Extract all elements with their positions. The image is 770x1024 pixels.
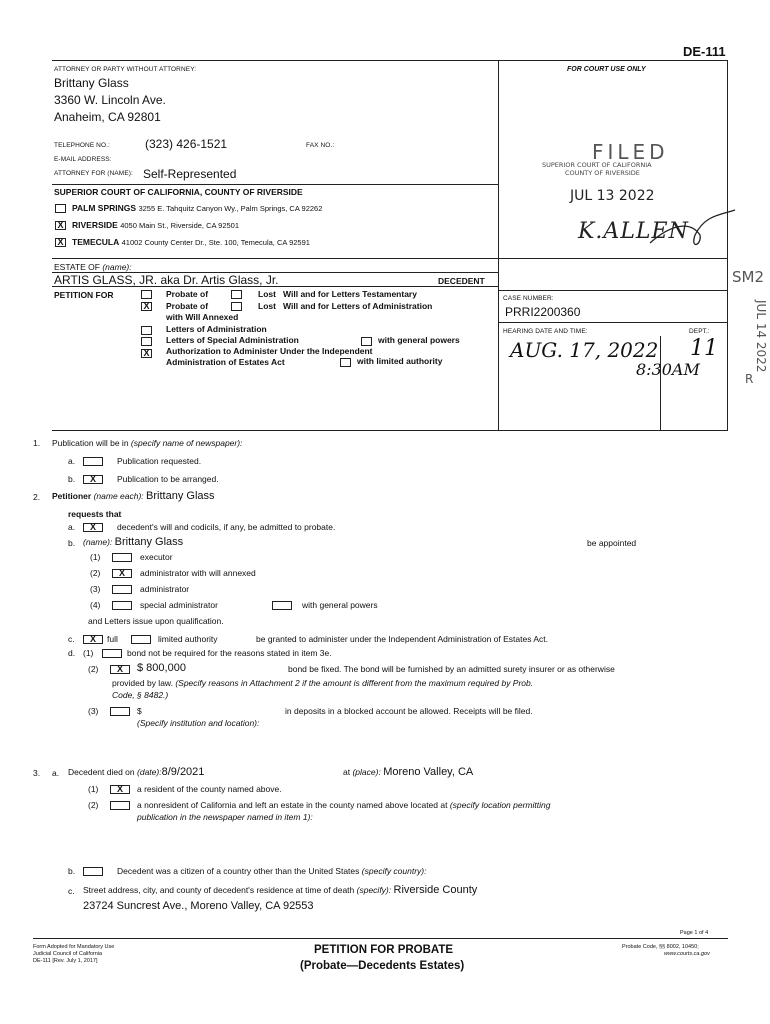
probate-la-checkbox[interactable]: X [141, 302, 152, 311]
authorization-label: Authorization to Administer Under the Independent [166, 346, 373, 356]
probate-la-row: Probate of [166, 301, 209, 311]
a2-num: (2) [88, 800, 99, 810]
opt3-label: administrator [140, 584, 190, 594]
footer-title: PETITION FOR PROBATE [314, 944, 454, 956]
death-date-row: Decedent died on (date):8/9/2021 [68, 766, 205, 778]
opt4-label: special administrator [140, 600, 218, 610]
margin-stamp-code: SM2 [732, 268, 765, 286]
item2d-letter: d. [68, 648, 76, 658]
clerk-signature: K.ALLEN [578, 219, 689, 244]
estate-label: ESTATE OF (name): [54, 262, 132, 272]
nonresident-checkbox[interactable] [110, 801, 130, 810]
footer-left-2: Judicial Council of California [33, 951, 103, 957]
bond-not-required-checkbox[interactable] [102, 649, 122, 658]
stamp-line2: COUNTY OF RIVERSIDE [565, 169, 640, 177]
item1a-letter: a. [68, 456, 76, 466]
signature-flourish [640, 205, 740, 255]
publication-arranged-checkbox[interactable]: X [83, 475, 103, 484]
d2-line2: provided by law. (Specify reasons in Attachment 2 if the amount is different from the maximum required by Prob. [112, 678, 534, 688]
opt2-label: administrator with will annexed [140, 568, 256, 578]
item1b-text: Publication to be arranged. [117, 474, 219, 484]
probate-lt-checkbox[interactable] [141, 290, 152, 299]
riverside-row: RIVERSIDE 4050 Main St., Riverside, CA 92501 [72, 220, 240, 230]
temecula-row: TEMECULA 41002 County Center Dr., Ste. 100, Temecula, CA 92591 [72, 237, 310, 247]
a1-num: (1) [88, 784, 99, 794]
footer-site: www.courts.ca.gov [664, 951, 710, 957]
footer-page: Page 1 of 4 [680, 930, 709, 936]
decedent-label: DECEDENT [438, 276, 485, 286]
footer-code: Probate Code, §§ 8002, 10450; [622, 944, 699, 950]
d3-rest: in deposits in a blocked account be allowed. Receipts will be filed. [285, 706, 533, 716]
temecula-checkbox[interactable]: X [55, 238, 66, 247]
petitioner-row: Petitioner (name each): Brittany Glass [52, 490, 215, 502]
item1a-text: Publication requested. [117, 456, 202, 466]
a2-text: a nonresident of California and left an estate in the county named above located at (specify location permitting [137, 800, 551, 810]
attorney-label: ATTORNEY OR PARTY WITHOUT ATTORNEY: [54, 66, 197, 73]
special-admin-checkbox[interactable] [141, 337, 152, 346]
limited-authority-label: with limited authority [357, 356, 443, 366]
d2-line3: Code, § 8482.) [112, 690, 169, 700]
opt4-general-label: with general powers [302, 600, 378, 610]
will-la-row: Lost Will and for Letters of Administration [258, 301, 433, 311]
d3-dollar: $ [137, 706, 142, 716]
dept-value: 11 [690, 336, 718, 361]
court-header: SUPERIOR COURT OF CALIFORNIA, COUNTY OF RIVERSIDE [54, 187, 303, 197]
phone-label: TELEPHONE NO.: [54, 142, 110, 149]
d3-num: (3) [88, 706, 99, 716]
phone-value: (323) 426-1521 [145, 137, 228, 151]
attorney-city: Anaheim, CA 92801 [54, 110, 161, 124]
lost-lt-checkbox[interactable] [231, 290, 242, 299]
margin-stamp-mark: R [745, 372, 754, 386]
hearing-date: AUG. 17, 2022 [510, 338, 659, 362]
letters-admin-label: Letters of Administration [166, 324, 267, 334]
court-use-label: FOR COURT USE ONLY [567, 66, 646, 73]
opt1-label: executor [140, 552, 173, 562]
item3b-text: Decedent was a citizen of a country other than the United States (specify country): [117, 866, 427, 876]
limited-authority-opt-checkbox[interactable] [131, 635, 151, 644]
special-admin-label: Letters of Special Administration [166, 335, 299, 345]
admin-will-annexed-checkbox[interactable]: X [112, 569, 132, 578]
stamp-line1: SUPERIOR COURT OF CALIFORNIA [542, 161, 652, 169]
residence-address: 23724 Suncrest Ave., Moreno Valley, CA 92553 [83, 900, 314, 912]
attorney-name: Brittany Glass [54, 76, 129, 90]
d2-rest: bond be fixed. The bond will be furnished by an admitted surety insurer or as otherwise [288, 664, 615, 674]
publication-requested-checkbox[interactable] [83, 457, 103, 466]
estate-name: ARTIS GLASS, JR. aka Dr. Artis Glass, Jr. [54, 273, 279, 287]
palm-springs-row: PALM SPRINGS 3255 E. Tahquitz Canyon Wy., Palm Springs, CA 92262 [72, 203, 323, 213]
item3c-letter: c. [68, 886, 75, 896]
a2-line2: publication in the newspaper named in item 1): [137, 812, 313, 822]
attorney-street: 3360 W. Lincoln Ave. [54, 93, 166, 107]
administrator-checkbox[interactable] [112, 585, 132, 594]
opt4-num: (4) [90, 600, 101, 610]
case-number: PRRI2200360 [505, 305, 581, 319]
d2-num: (2) [88, 664, 99, 674]
authorization-label-2: Administration of Estates Act [166, 357, 285, 367]
bond-fixed-checkbox[interactable]: X [110, 665, 130, 674]
item3a-letter: a. [52, 768, 60, 778]
email-label: E-MAIL ADDRESS: [54, 156, 112, 163]
item3c-text: Street address, city, and county of decedent's residence at time of death (specify): Riverside County [83, 884, 478, 896]
riverside-checkbox[interactable]: X [55, 221, 66, 230]
filed-stamp: FILED [592, 140, 669, 164]
letters-admin-checkbox[interactable] [141, 326, 152, 335]
footer-subtitle: (Probate—Decedents Estates) [300, 960, 465, 972]
authorization-checkbox[interactable]: X [141, 349, 152, 358]
dept-label: DEPT.: [689, 328, 710, 335]
attorney-for-label: ATTORNEY FOR (NAME): [54, 170, 133, 177]
case-number-label: CASE NUMBER: [503, 295, 554, 302]
form-id: DE-111 [683, 44, 726, 59]
footer-left-3: DE-111 [Rev. July 1, 2017] [33, 958, 98, 964]
probate-lt-row: Probate of [166, 289, 209, 299]
opt4-general-checkbox[interactable] [272, 601, 292, 610]
petition-for-label: PETITION FOR [54, 290, 114, 300]
resident-checkbox[interactable]: X [110, 785, 130, 794]
limited-authority-checkbox[interactable] [340, 358, 351, 367]
item1-text: Publication will be in (specify name of newspaper): [52, 438, 243, 448]
item1-num: 1. [33, 438, 41, 448]
limited-label: limited authority [158, 634, 218, 644]
general-powers-label: with general powers [378, 335, 460, 345]
footer-left-1: Form Adopted for Mandatory Use [33, 944, 115, 950]
lost-la-checkbox[interactable] [231, 302, 242, 311]
item2-num: 2. [33, 492, 41, 502]
bond-amount: $ 800,000 [137, 662, 186, 674]
executor-checkbox[interactable] [112, 553, 132, 562]
item2c-rest: be granted to administer under the Independent Administration of Estates Act. [256, 634, 549, 644]
special-admin-opt-checkbox[interactable] [112, 601, 132, 610]
d1-text: bond not be required for the reasons stated in item 3e. [127, 648, 332, 658]
item3-num: 3. [33, 768, 41, 778]
fax-label: FAX NO.: [306, 142, 335, 149]
a1-text: a resident of the county named above. [137, 784, 282, 794]
blocked-account-checkbox[interactable] [110, 707, 130, 716]
stamp-date: JUL 13 2022 [570, 188, 655, 204]
item2b-name-row: (name): Brittany Glass [83, 536, 184, 548]
palm-springs-checkbox[interactable] [55, 204, 66, 213]
will-lt-row: Lost Will and for Letters Testamentary [258, 289, 417, 299]
item2a-text: decedent's will and codicils, if any, be admitted to probate. [117, 522, 336, 532]
opt1-num: (1) [90, 552, 101, 562]
will-admitted-checkbox[interactable]: X [83, 523, 103, 532]
with-will-annexed: with Will Annexed [166, 312, 239, 322]
item2a-letter: a. [68, 522, 76, 532]
foreign-citizen-checkbox[interactable] [83, 867, 103, 876]
general-powers-checkbox[interactable] [361, 337, 372, 346]
attorney-for-value: Self-Represented [143, 167, 237, 181]
item3b-letter: b. [68, 866, 76, 876]
d1-num: (1) [83, 648, 94, 658]
opt2-num: (2) [90, 568, 101, 578]
full-label: full [107, 634, 118, 644]
item2c-letter: c. [68, 634, 75, 644]
item2b-letter: b. [68, 538, 76, 548]
letters-issue: and Letters issue upon qualification. [88, 616, 224, 626]
hearing-time: 8:30AM [636, 360, 700, 379]
d3-line2: (Specify institution and location): [137, 718, 260, 728]
death-place-row: at (place): Moreno Valley, CA [343, 766, 474, 778]
hearing-label: HEARING DATE AND TIME: [503, 328, 588, 335]
margin-stamp-date: JUL 14 2022 [754, 300, 768, 373]
requests-that: requests that [68, 509, 122, 519]
be-appointed: be appointed [587, 538, 637, 548]
full-authority-checkbox[interactable]: X [83, 635, 103, 644]
item1b-letter: b. [68, 474, 76, 484]
opt3-num: (3) [90, 584, 101, 594]
